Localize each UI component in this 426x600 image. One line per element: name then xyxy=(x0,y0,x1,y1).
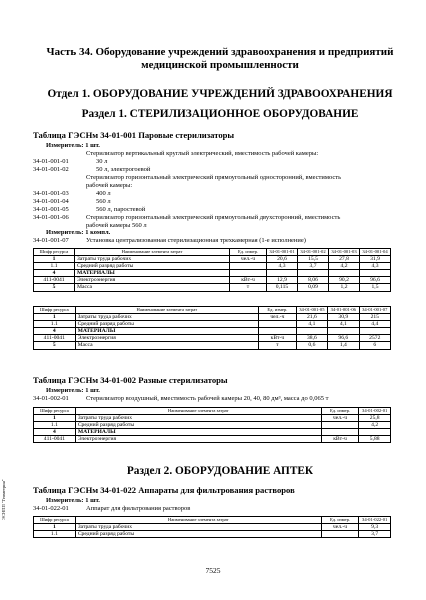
header-col: 34-01-001-07 xyxy=(359,307,390,314)
table-row xyxy=(34,436,391,443)
cell-unit: чел.-ч xyxy=(321,523,359,530)
cell-code: 4 xyxy=(34,428,76,435)
table-row xyxy=(34,269,391,276)
cell-value: 215 xyxy=(359,313,390,320)
cell-code: 1 xyxy=(34,414,76,421)
cell-value: 6 xyxy=(359,342,390,349)
row-text: 560 л xyxy=(96,198,111,205)
cell-value: 1,5 xyxy=(360,284,391,291)
header-unit: Ед. измер. xyxy=(321,408,359,415)
header-code: Шифр ресурса xyxy=(34,408,76,415)
cell-code: 1 xyxy=(34,255,75,262)
cell-unit: т xyxy=(259,342,297,349)
header-col: 34-01-001-01 xyxy=(267,249,298,256)
header-col: 34-01-002-01 xyxy=(359,408,391,415)
cell-name: Электроэнергия xyxy=(75,436,321,443)
cell-code: 1 xyxy=(34,313,76,320)
row-text: 50 л, электрогоевой xyxy=(96,166,151,173)
cell-unit: чел.-ч xyxy=(230,255,267,262)
row-code: 34-01-001-06 xyxy=(33,214,69,221)
header-col: 34-01-001-04 xyxy=(360,249,391,256)
table-row xyxy=(34,277,391,284)
cell-name: Затраты труда рабочих xyxy=(75,523,321,530)
cell-unit: т xyxy=(230,284,267,291)
resource-table-1 xyxy=(33,248,391,292)
cell-value: 27,8 xyxy=(329,255,360,262)
cell-name: Средний разряд работы xyxy=(75,262,230,269)
cell-unit xyxy=(259,320,297,327)
cell-name: Масса xyxy=(75,284,230,291)
header-unit: Ед. измер. xyxy=(321,517,359,524)
cell-unit: кВт-ч xyxy=(230,277,267,284)
table-row xyxy=(34,414,391,421)
table-row xyxy=(34,523,391,530)
side-stamp: ЭСНПП "Геометрия" xyxy=(1,479,6,520)
cell-code: 411-0041 xyxy=(34,436,76,443)
cell-value: 21,6 xyxy=(296,313,327,320)
cell-value: 25,8 xyxy=(359,414,391,421)
cell-code: 4 xyxy=(34,269,75,276)
table-row xyxy=(34,313,391,320)
cell-value: 4,4 xyxy=(359,320,390,327)
row-text: Стерилизатор воздушный, вместимость рабочей камеры 20, 40, 80 дм³, масса до 0,065 т xyxy=(86,395,329,402)
cell-unit xyxy=(230,262,267,269)
cell-value: 8,06 xyxy=(298,277,329,284)
table-row xyxy=(34,335,391,342)
cell-value: 3,7 xyxy=(298,262,329,269)
cell-name: Средний разряд работы xyxy=(75,421,321,428)
cell-code: 5 xyxy=(34,342,76,349)
resource-table-3 xyxy=(33,407,391,443)
cell-value: 0,09 xyxy=(298,284,329,291)
cell-name: Масса xyxy=(75,342,259,349)
table-row xyxy=(34,342,391,349)
table1-desc: Стерилизатор вертикальный круглый электрический, вместимость рабочей камеры: xyxy=(86,150,319,157)
cell-value: 1,4 xyxy=(328,342,359,349)
cell-name: Средний разряд работы xyxy=(75,320,259,327)
cell-name: Средний разряд работы xyxy=(75,530,321,537)
row-text: 400 л xyxy=(96,190,111,197)
cell-value: 2572 xyxy=(359,335,390,342)
cell-value: 15,5 xyxy=(298,255,329,262)
cell-value: 4,1 xyxy=(296,320,327,327)
row-code: 34-01-001-01 xyxy=(33,158,69,165)
row-code: 34-01-001-04 xyxy=(33,198,69,205)
table3-title: Таблица ГЭСНм 34-01-022 Аппараты для фильтрования растворов xyxy=(33,485,295,495)
row-code: 34-01-001-07 xyxy=(33,237,69,244)
cell-value: 0,115 xyxy=(267,284,298,291)
cell-value: 1,2 xyxy=(329,284,360,291)
cell-name: Электроэнергия xyxy=(75,277,230,284)
header-unit: Ед. измер. xyxy=(259,307,297,314)
header-code: Шифр ресурса xyxy=(34,307,76,314)
table-row xyxy=(34,530,391,537)
cell-value: 12,9 xyxy=(267,277,298,284)
row-code: 34-01-001-03 xyxy=(33,190,69,197)
cell-code: 1.1 xyxy=(34,421,76,428)
header-col: 34-01-001-05 xyxy=(296,307,327,314)
cell-value: 0,6 xyxy=(296,342,327,349)
cell-value: 4,3 xyxy=(267,262,298,269)
cell-value: 31,9 xyxy=(360,255,391,262)
header-name: Наименование элемента затрат xyxy=(75,307,259,314)
cell-value: 3,7 xyxy=(359,530,391,537)
cell-name: Затраты труда рабочих xyxy=(75,414,321,421)
part-title: Часть 34. Оборудование учреждений здравоохранения и предприятий медицинской промышленности xyxy=(46,46,394,71)
table1-desc: рабочей камеры: xyxy=(86,182,133,189)
table3-meter: Измеритель: 1 шт. xyxy=(46,497,100,504)
cell-code: 5 xyxy=(34,284,75,291)
cell-value: 20,6 xyxy=(267,255,298,262)
table1-desc: Стерилизатор горизонтальный электрический прямоугольный односторонний, вместимость xyxy=(86,174,342,181)
cell-value: 30,9 xyxy=(328,313,359,320)
resource-table-4 xyxy=(33,516,391,538)
cell-unit: чел.-ч xyxy=(321,414,359,421)
header-name: Наименование элемента затрат xyxy=(75,249,230,256)
razdel2-title: Раздел 2. ОБОРУДОВАНИЕ АПТЕК xyxy=(126,465,314,477)
header-name: Наименование элемента затрат xyxy=(75,517,321,524)
table-row xyxy=(34,428,391,435)
cell-unit: чел.-ч xyxy=(259,313,297,320)
cell-unit: кВт-ч xyxy=(259,335,297,342)
cell-code: 1.1 xyxy=(34,530,76,537)
cell-value: 5,88 xyxy=(359,436,391,443)
table1-meter: Измеритель: 1 шт. xyxy=(46,142,100,149)
cell-unit: кВт-ч xyxy=(321,436,359,443)
cell-value: 90,2 xyxy=(329,277,360,284)
row-text: 560 л, паростевой xyxy=(96,206,146,213)
row-text: Стерилизатор горизонтальный электрический прямоугольный двухсторонний, вместимость xyxy=(86,214,341,221)
cell-value: 4,2 xyxy=(359,421,391,428)
cell-value: 9,3 xyxy=(359,523,391,530)
cell-value: 38,6 xyxy=(296,335,327,342)
cell-name: Затраты труда рабочих xyxy=(75,255,230,262)
header-col: 34-01-001-03 xyxy=(329,249,360,256)
cell-code: 4 xyxy=(34,327,76,334)
cell-code: 1.1 xyxy=(34,262,75,269)
cell-unit xyxy=(321,530,359,537)
cell-value: 4,1 xyxy=(328,320,359,327)
otdel-title: Отдел 1. ОБОРУДОВАНИЕ УЧРЕЖДЕНИЙ ЗДРАВООХРАНЕНИЯ xyxy=(47,88,393,100)
table-row xyxy=(34,327,391,334)
table1-meter: Измеритель: 1 компл. xyxy=(46,229,111,236)
cell-name: МАТЕРИАЛЫ xyxy=(75,269,230,276)
header-col: 34-01-022-01 xyxy=(359,517,391,524)
row-code: 34-01-001-05 xyxy=(33,206,69,213)
row-text: Установка централизованная стерилизационная трехкамерная (1-е исполнение) xyxy=(86,237,306,244)
row-text: 30 л xyxy=(96,158,108,165)
row-code: 34-01-022-01 xyxy=(33,505,69,512)
header-col: 34-01-001-06 xyxy=(328,307,359,314)
table-row xyxy=(34,421,391,428)
table2-meter: Измеритель: 1 шт. xyxy=(46,387,100,394)
table1-title: Таблица ГЭСНм 34-01-001 Паровые стерилизаторы xyxy=(33,130,235,140)
cell-value: 4,2 xyxy=(329,262,360,269)
cell-code: 1 xyxy=(34,523,76,530)
table-row xyxy=(34,255,391,262)
header-code: Шифр ресурса xyxy=(34,517,76,524)
page-number: 7525 xyxy=(205,566,221,575)
cell-code: 411-0041 xyxy=(34,277,75,284)
cell-unit xyxy=(321,421,359,428)
cell-code: 411-0041 xyxy=(34,335,76,342)
header-col: 34-01-001-02 xyxy=(298,249,329,256)
razdel1-title: Раздел 1. СТЕРИЛИЗАЦИОННОЕ ОБОРУДОВАНИЕ xyxy=(81,108,359,120)
table-row xyxy=(34,262,391,269)
resource-table-2 xyxy=(33,306,391,350)
row-text: Аппарат для фильтрования растворов xyxy=(86,505,191,512)
table-row xyxy=(34,320,391,327)
table2-title: Таблица ГЭСНм 34-01-002 Разные стерилизаторы xyxy=(33,375,228,385)
header-code: Шифр ресурса xyxy=(34,249,75,256)
cell-name: МАТЕРИАЛЫ xyxy=(75,428,321,435)
cell-value: 4,3 xyxy=(360,262,391,269)
row-text: рабочей камеры 560 л xyxy=(86,222,147,229)
cell-name: Электроэнергия xyxy=(75,335,259,342)
row-code: 34-01-002-01 xyxy=(33,395,69,402)
cell-code: 1.1 xyxy=(34,320,76,327)
header-unit: Ед. измер. xyxy=(230,249,267,256)
row-code: 34-01-001-02 xyxy=(33,166,69,173)
cell-name: МАТЕРИАЛЫ xyxy=(75,327,259,334)
cell-name: Затраты труда рабочих xyxy=(75,313,259,320)
cell-value: 96,6 xyxy=(328,335,359,342)
table-row xyxy=(34,284,391,291)
cell-value: 96,6 xyxy=(360,277,391,284)
header-name: Наименование элемента затрат xyxy=(75,408,321,415)
